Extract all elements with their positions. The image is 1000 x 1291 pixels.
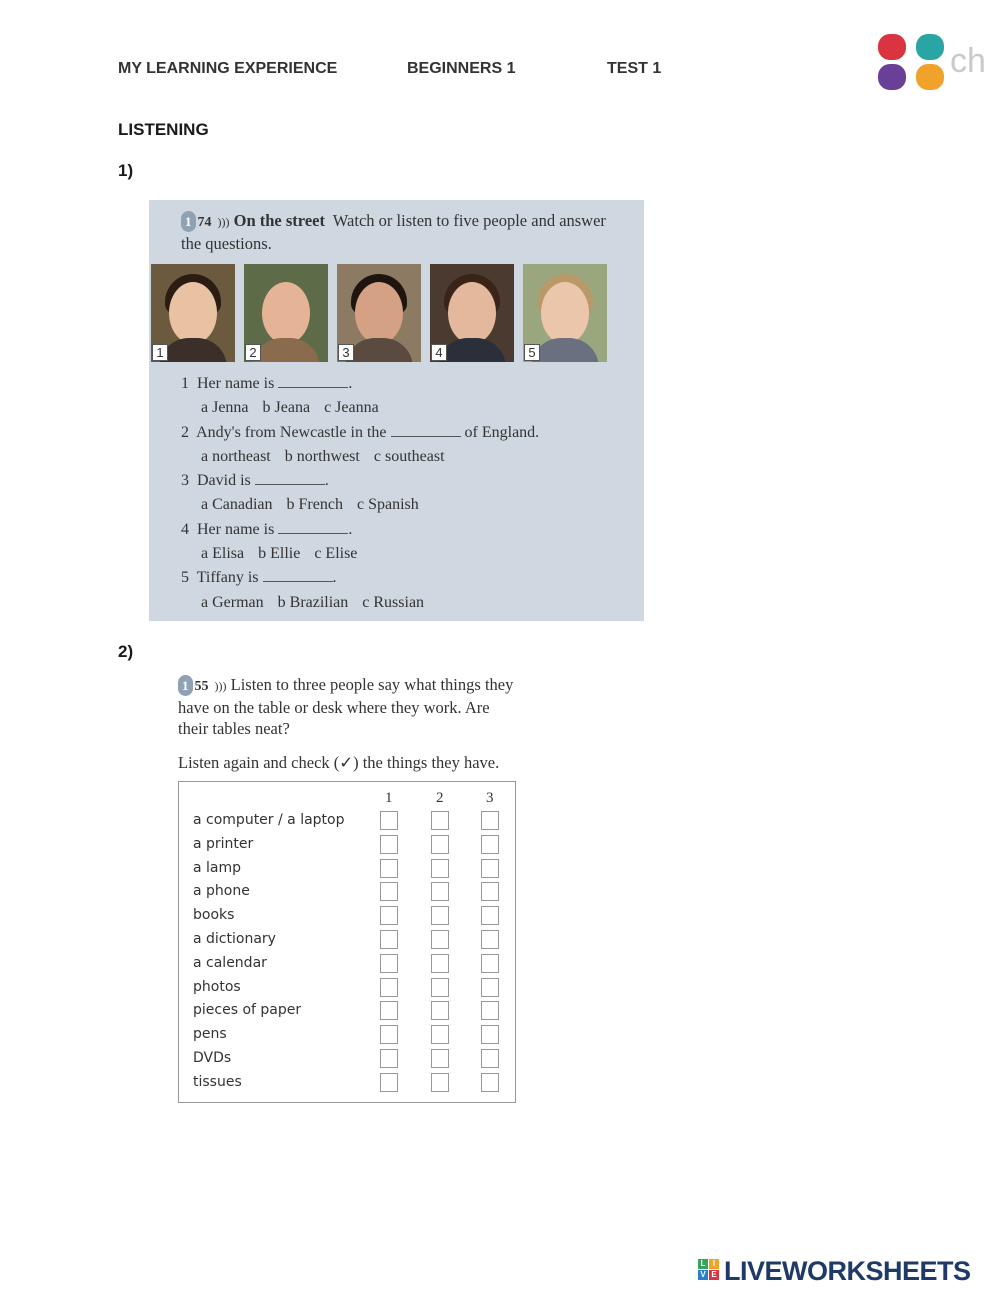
checkbox-person-3[interactable] [481, 1025, 499, 1044]
question [181, 421, 539, 445]
item-label: DVDs [193, 1050, 232, 1066]
answer-options [181, 493, 539, 517]
item-label: a computer / a laptop [193, 812, 345, 828]
test-label: TEST 1 [607, 60, 662, 77]
option[interactable]: a northeast [201, 447, 271, 465]
column-header: 1 [385, 790, 393, 806]
checkbox-person-3[interactable] [481, 978, 499, 997]
checkbox-person-1[interactable] [380, 859, 398, 878]
checkbox-person-2[interactable] [431, 1049, 449, 1068]
question-suffix: . [324, 472, 329, 490]
checklist-table [178, 781, 516, 1103]
exercise-2-instruction [178, 674, 518, 739]
logo-teal-block-icon [916, 34, 944, 60]
photo-person [151, 264, 235, 362]
checklist-row [179, 880, 515, 904]
exercise-1-instruction [181, 210, 621, 254]
exercise-1-panel [149, 200, 644, 621]
section-title: LISTENING [118, 120, 209, 139]
checkbox-person-2[interactable] [431, 882, 449, 901]
option[interactable]: a Canadian [201, 496, 273, 514]
photo-number: 5 [524, 344, 540, 361]
checkbox-person-1[interactable] [380, 906, 398, 925]
question-text: Tiffany is [196, 569, 259, 587]
track-number: 55 [194, 679, 209, 694]
photo-number: 1 [152, 344, 168, 361]
track-number: 74 [197, 215, 212, 230]
option[interactable]: b northwest [284, 447, 360, 465]
checkbox-person-1[interactable] [380, 811, 398, 830]
photo-number: 2 [245, 344, 261, 361]
cd-icon: 1 [178, 675, 193, 696]
checkbox-person-2[interactable] [431, 859, 449, 878]
question-text: Her name is [197, 375, 275, 392]
question-number: 2 [181, 423, 189, 441]
answer-blank[interactable] [255, 472, 325, 485]
option[interactable]: c Russian [362, 593, 425, 611]
answer-blank[interactable] [391, 424, 461, 437]
checkbox-person-1[interactable] [380, 835, 398, 854]
option[interactable]: b Ellie [258, 545, 301, 563]
liveworksheets-logo-icon [698, 1259, 720, 1281]
option[interactable]: a Elisa [201, 545, 245, 563]
option[interactable]: c southeast [373, 447, 445, 465]
logo-purple-block-icon [878, 64, 906, 90]
item-label: pieces of paper [193, 1002, 302, 1019]
checkbox-person-3[interactable] [481, 859, 499, 878]
audio-icon: ))) [217, 215, 230, 229]
checkbox-person-3[interactable] [481, 1049, 499, 1068]
exercise-2-text: Listen to three people say what things they have on the table or desk where they work. Are their tables neat? [178, 675, 514, 738]
checkbox-person-3[interactable] [481, 954, 499, 973]
checkbox-person-2[interactable] [431, 954, 449, 973]
question-list [181, 372, 539, 615]
photo-person [337, 264, 421, 362]
checklist-row [179, 904, 515, 928]
option[interactable]: c Spanish [356, 496, 419, 514]
checklist-row [179, 1047, 515, 1071]
question [181, 469, 539, 493]
checkbox-person-2[interactable] [431, 811, 449, 830]
checkbox-person-3[interactable] [481, 1001, 499, 1020]
checklist-row [179, 976, 515, 1000]
level-label: BEGINNERS 1 [407, 60, 516, 77]
question-suffix: of England. [464, 423, 540, 441]
photo-person [523, 264, 607, 362]
checkbox-person-1[interactable] [380, 1025, 398, 1044]
item-label: a calendar [193, 954, 267, 971]
clothing [159, 338, 227, 362]
checkbox-person-1[interactable] [380, 930, 398, 949]
face [262, 282, 310, 344]
answer-options [181, 591, 539, 615]
item-label: a printer [193, 835, 254, 852]
answer-options [181, 542, 539, 566]
question-number: 1 [181, 375, 189, 392]
checkbox-person-2[interactable] [431, 978, 449, 997]
checklist-row [179, 809, 515, 833]
course-title: MY LEARNING EXPERIENCE [118, 60, 338, 77]
question [181, 372, 539, 396]
photo-number: 4 [431, 344, 447, 361]
checkbox-person-2[interactable] [431, 906, 449, 925]
checkbox-person-2[interactable] [431, 930, 449, 949]
checklist-row [179, 1023, 515, 1047]
option[interactable]: a German [201, 593, 264, 611]
clothing [438, 338, 506, 362]
photo-person [244, 264, 328, 362]
checkbox-person-3[interactable] [481, 1073, 499, 1092]
logo-orange-block-icon [916, 64, 944, 90]
logo-letter: I [709, 1259, 719, 1269]
option[interactable]: b Brazilian [277, 593, 349, 611]
face [169, 282, 217, 344]
logo-text: ch [950, 42, 986, 80]
item-label: pens [193, 1026, 227, 1043]
checklist-row [179, 833, 515, 857]
checkbox-person-3[interactable] [481, 882, 499, 901]
item-label: tissues [193, 1073, 242, 1090]
checklist-row [179, 952, 515, 976]
cd-icon: 1 [181, 211, 196, 232]
answer-blank[interactable] [263, 569, 333, 582]
checkbox-person-1[interactable] [380, 882, 398, 901]
question-suffix: . [332, 569, 337, 587]
column-header: 2 [436, 790, 444, 806]
logo-letter: L [698, 1259, 708, 1269]
column-header: 3 [486, 790, 494, 806]
question-number: 3 [181, 472, 189, 490]
exercise-2-instructions [178, 674, 518, 773]
question-text: Her name is [197, 520, 275, 538]
question-suffix: . [348, 375, 353, 392]
question [181, 518, 539, 542]
photo-strip [151, 264, 611, 364]
clothing [252, 338, 320, 362]
footer-brand-text: LIVEWORKSHEETS [724, 1256, 971, 1286]
option[interactable]: a Jenna [201, 399, 249, 417]
question-number: 5 [181, 569, 189, 587]
logo-letter: V [698, 1270, 708, 1280]
item-label: photos [193, 978, 241, 995]
question-number: 4 [181, 520, 189, 538]
exercise-1-number: 1) [118, 161, 134, 180]
answer-blank[interactable] [278, 375, 348, 388]
checkbox-person-3[interactable] [481, 835, 499, 854]
checkbox-person-1[interactable] [380, 978, 398, 997]
checklist-row [179, 857, 515, 881]
checklist-row [179, 1071, 515, 1095]
exercise-1-text: Watch or listen to five people and answer the questions. [181, 211, 606, 253]
checkbox-person-2[interactable] [431, 1001, 449, 1020]
checkbox-person-2[interactable] [431, 835, 449, 854]
question [181, 566, 539, 590]
checkbox-person-3[interactable] [481, 906, 499, 925]
option[interactable]: b Jeana [262, 399, 311, 417]
checklist-row [179, 999, 515, 1023]
checkbox-person-2[interactable] [431, 1025, 449, 1044]
clothing [345, 338, 413, 362]
answer-blank[interactable] [278, 521, 348, 534]
face [541, 282, 589, 344]
option[interactable]: c Jeanna [324, 399, 379, 417]
item-label: a dictionary [193, 931, 276, 947]
item-label: books [193, 907, 235, 924]
audio-icon: ))) [214, 679, 227, 693]
option[interactable]: b French [286, 496, 343, 514]
checkbox-person-2[interactable] [431, 1073, 449, 1092]
checkbox-person-1[interactable] [380, 1001, 398, 1020]
item-label: a lamp [193, 859, 242, 876]
checkbox-person-1[interactable] [380, 1073, 398, 1092]
photo-number: 3 [338, 344, 354, 361]
logo-letter: E [709, 1270, 719, 1280]
checkbox-person-1[interactable] [380, 954, 398, 973]
answer-options [181, 396, 539, 420]
item-label: a phone [193, 883, 250, 900]
question-text: Andy's from Newcastle in the [196, 423, 387, 441]
face [448, 282, 496, 344]
logo-red-block-icon [878, 34, 906, 60]
photo-person [430, 264, 514, 362]
exercise-2-number: 2) [118, 642, 134, 661]
checklist-row [179, 928, 515, 952]
checkbox-person-3[interactable] [481, 811, 499, 830]
answer-options [181, 445, 539, 469]
clothing [531, 338, 599, 362]
brand-logo [878, 34, 1000, 94]
exercise-2-check-instruction: Listen again and check (✓) the things they have. [178, 753, 500, 772]
checkbox-person-3[interactable] [481, 930, 499, 949]
checkbox-person-1[interactable] [380, 1049, 398, 1068]
question-suffix: . [348, 520, 353, 538]
exercise-1-title: On the street [233, 211, 325, 230]
question-text: David is [197, 472, 251, 490]
option[interactable]: c Elise [314, 545, 358, 563]
face [355, 282, 403, 344]
